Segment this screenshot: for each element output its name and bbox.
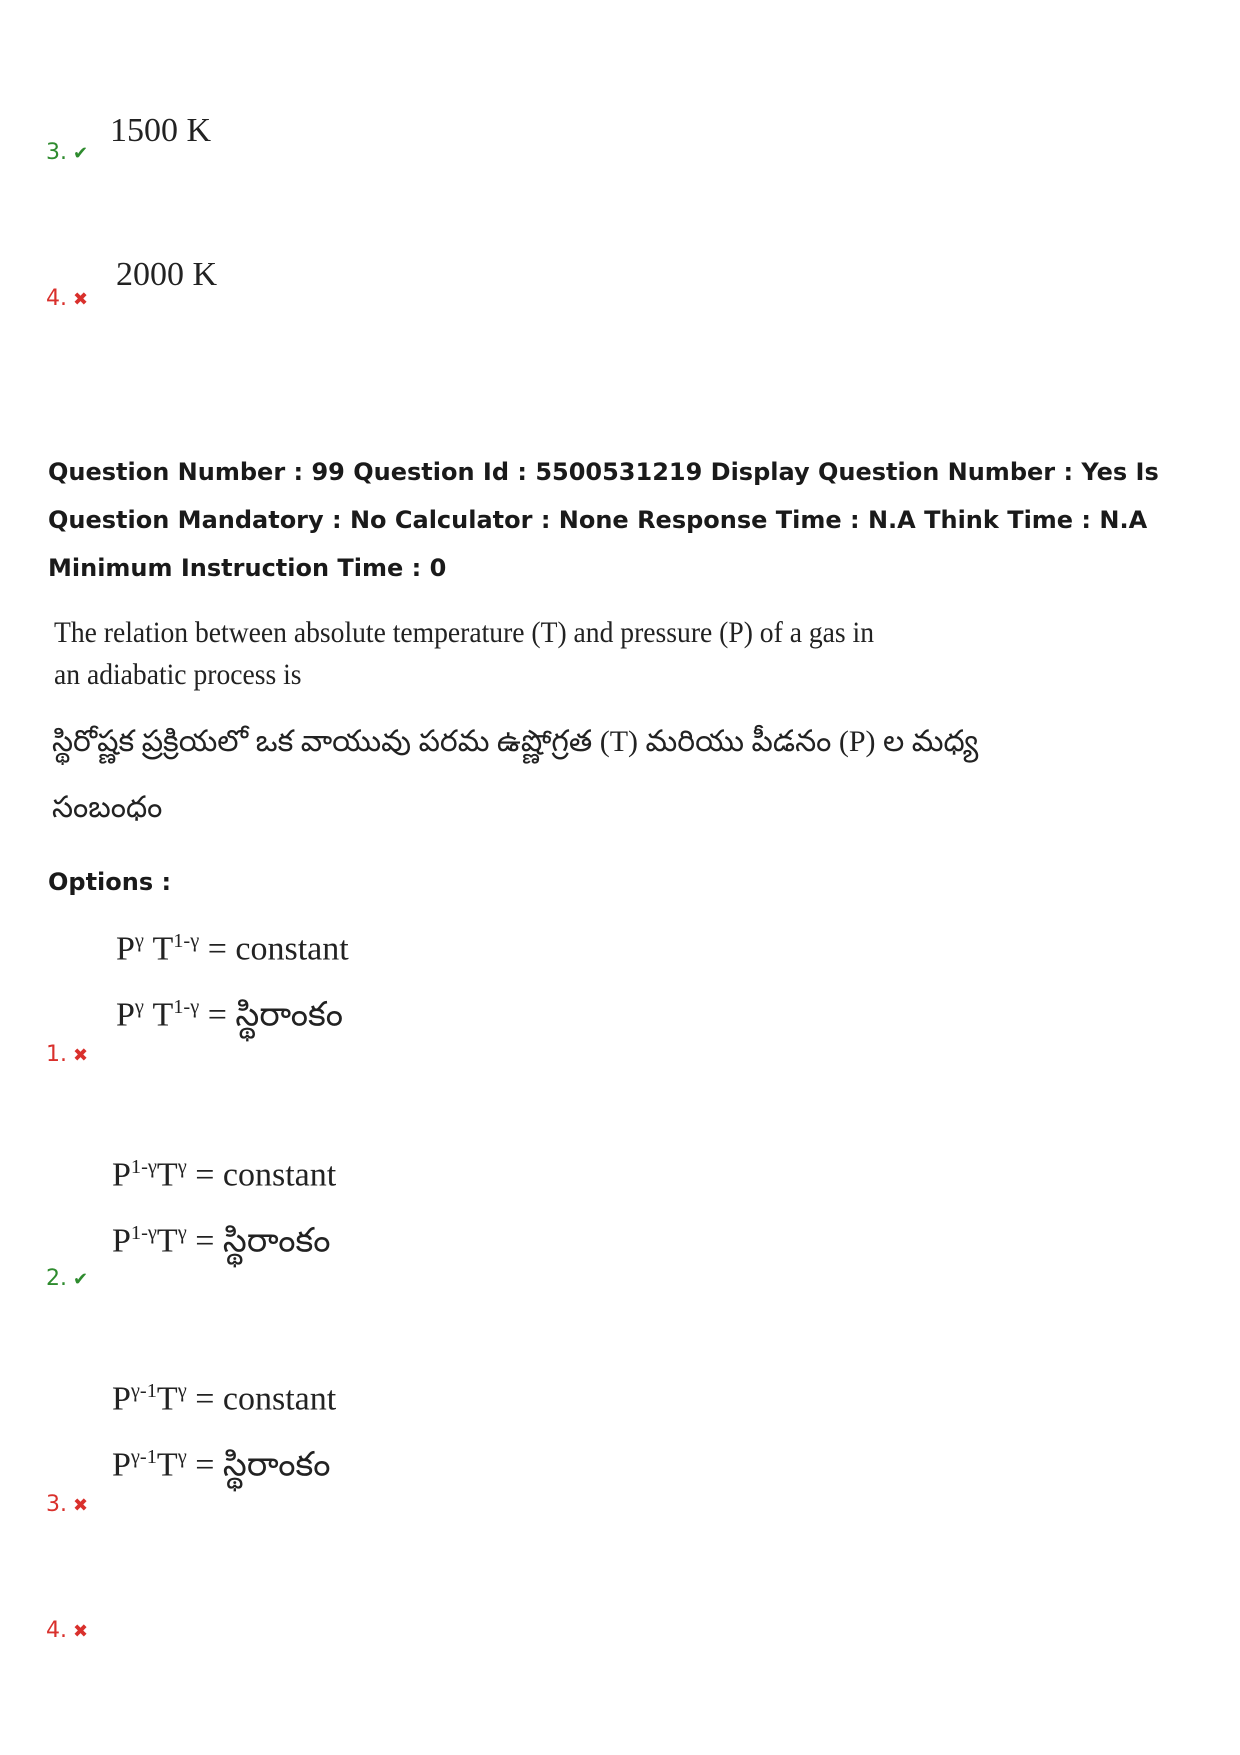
options-heading: Options : — [48, 868, 172, 896]
check-icon: ✔ — [73, 1269, 89, 1290]
check-icon: ✔ — [73, 143, 89, 164]
formula-telugu: $P^\gamma$ $T^{1-\gamma}$ = స్థిరాంకం — [116, 996, 343, 1034]
option-1 — [46, 930, 646, 1090]
option-number: 3. ✖ — [46, 1492, 89, 1517]
formula-english: $P^\gamma$ $T^{1-\gamma}$ = constant — [116, 930, 349, 968]
formula-english: $P^{\gamma-1}T^\gamma$ = constant — [112, 1380, 337, 1418]
formula-telugu: $P^{\gamma-1}T^\gamma$ = స్థిరాంకం — [112, 1446, 331, 1484]
option-number: 2. ✔ — [46, 1266, 89, 1291]
option-number: 1. ✖ — [46, 1042, 89, 1067]
option-text: 1500 K — [110, 112, 212, 149]
option-3 — [46, 1380, 646, 1540]
option-2 — [46, 1156, 646, 1316]
question-text-english: The relation between absolute temperature (T) and pressure (P) of a gas in an adiabatic process is — [54, 616, 875, 691]
option-number: 4. ✖ — [46, 286, 89, 311]
question-text-telugu-line1: స్థిరోష్ణక ప్రక్రియలో ఒక వాయువు పరమ ఉష్ణోగ్రత (T) మరియు పీడనం (P) ల మధ్య — [52, 725, 979, 758]
cross-icon: ✖ — [73, 1495, 89, 1516]
option-4 — [46, 1618, 88, 1643]
option-text: 2000 K — [116, 256, 218, 293]
cross-icon: ✖ — [73, 1621, 89, 1642]
question-meta: Question Number : 99 Question Id : 5500531219 Display Question Number : Yes Is Question Mandatory : No Calculator : None Response Time : N.A Think Time : N.A Minimum Instruction Time : 0 — [48, 458, 1159, 582]
cross-icon: ✖ — [73, 1045, 89, 1066]
option-number: 4. ✖ — [46, 1618, 89, 1643]
cross-icon: ✖ — [73, 289, 89, 310]
option-number: 3. ✔ — [46, 140, 89, 165]
question-text-telugu-line2: సంబంధం — [52, 791, 163, 824]
formula-english: $P^{1-\gamma}T^\gamma$ = constant — [112, 1156, 337, 1194]
formula-telugu: $P^{1-\gamma}T^\gamma$ = స్థిరాంకం — [112, 1222, 331, 1260]
